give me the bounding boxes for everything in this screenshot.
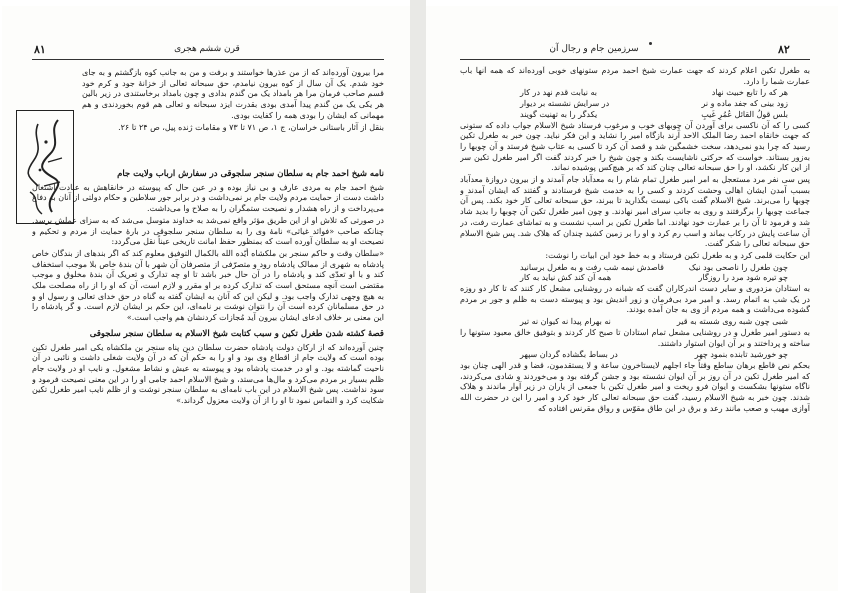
left-intro-paragraph: مرا بیرون آورده‌اند که از من عذرها خواستند و برفت و من به جانب کوه بازگشتم و به جای خود شدم. یک آن سال از کوه بیرون نیامدم، حق سبحانه تعالی از خزانهٔ جود و کرم خود قسم صاحب فرمان مرا هر بامداد یک من گندم بدادی و چون بامداد برخاستندی در زیر بالین هر یکی یک من گندم پیدا آمدی بودی بقدرت ایزد سبحانه و تعالی هم قوم بخوردندی و هم مهمانی که ایشان را بودی همه را کفایت بودی. xyxy=(82,68,384,120)
verse-line xyxy=(460,273,810,284)
verse-line xyxy=(460,317,810,328)
verse-hemistich: نه بهرام پیدا نه کیوان نه تیر xyxy=(520,317,611,327)
verse-hemistich: زود بینی که جفد ماده و نر xyxy=(701,99,788,109)
verse-hemistich: چو خورشید تابنده بنمود چهر xyxy=(694,350,788,360)
verse-line xyxy=(460,350,810,361)
verse-hemistich: چو تیره شود مرد را روزگار xyxy=(698,273,788,283)
left-page xyxy=(2,6,410,591)
verse-hemistich: هر که را تابع خبیث نهاد xyxy=(711,88,788,98)
verse-line xyxy=(460,263,810,274)
left-paragraph-4: چنین آورده‌اند که از ارکان دولت پادشاه حضرت سلطان دین پناه سنجر بن ملکشاه یکی امیر طغرل تکین بوده است که ولایت جام از اقطاع وی بود و او را به حکم آن که در آن ولایت شغلی داشت و نائبی در آن ناحیت گماشته بود. و او در خدمت پادشاه بود و پیوسته به عیش و نشاط مشغول. و نایب او در ولایت جام ظلم بسیار بر مردم می‌کرد و مال‌ها می‌ستد، و شیخ الاسلام احمد جامی او را در این معنی نصیحت فرمود و سود نداشت. پس شیخ الاسلام در این باب نامه‌ای به سلطان سنجر نوشت و از ظلم نایب امیر طغرل تکین شکایت کرد و التماس نمود تا او را از آن ولایت معزول گرداند.» xyxy=(32,342,384,406)
ink-dot xyxy=(649,42,652,45)
verse-hemistich: همه آن کند کش نیاید به کار xyxy=(520,273,612,283)
right-paragraph-4: به استادان مزدوری و سایر دست اندرکاران گفت که شبانه در روشنایی مشعل کار کنند که تا کار دو روزه در یک شب به اتمام رسد. و امیر مرد بی‌فرمان و زور اندیش بود و پیوسته دست به ظلم و جور بر مردم گشوده می‌داشت و همه مردم از وی به جان آمده بودند. xyxy=(460,284,810,315)
verse-hemistich: چون طغرل را ناصحی بود نیک xyxy=(688,262,788,272)
verse-line xyxy=(460,88,810,99)
verse-line xyxy=(460,99,810,110)
left-heading-story: قصهٔ کشته شدن طغرل تکین و سبب کتابت شیخ الاسلام به سلطان سنجر سلجوقی xyxy=(89,328,384,339)
verse-hemistich: بلس قولُ القائل عُمُرِ غَیبِ xyxy=(701,109,788,119)
right-header-rule xyxy=(460,59,810,60)
left-paragraph-3: «سلطان وقت و حاکم سنجر بن ملکشاه أیّده الله بالکمال التوفیق معلوم کند که اگر بندهای از بندگان خاص پادشاه به شهری از ممالک پادشاه رود و متصرّفی از متصرفان آن شهر با آن بندهٔ خاص بلا موجب استخفاف کند و با او تعدّی کند و پادشاه را در آن حال خبر باشد تا او چه تدارک و تعریک آن بندهٔ مخلوق و موجب مقتضی است آنچه مستحق است که تدارک کرده بر او مقرر و لازم است، آن که او را از راه مصلحت ملک به هیچ وجهی تدارک واجب بود. و لیکن این که آنان به ایشان گفته به گناه در حق خدای تعالی و رسول او و در حق مسلمانان کرده است آن را نتوان نوشت بر نامه‌ای، این حکم بر ایشان لازم است. و گر پادشاه را این معنی بر خلاف ادعای ایشان بیرون آید مُجازات کردنشان هم واجب است.» xyxy=(32,248,384,323)
verse-hemistich: به نیابت قدم نهد در کار xyxy=(520,88,598,98)
left-paragraph-2: در صورتی که تلاش او از این طریق مؤثر واقع نمی‌شد به خداوند متوسل می‌شد که به سزای عملش برسد. چنانکه صاحب «فوائد غیاثی» نامهٔ وی را به سلطان سنجر سلجوقی در بارهٔ حمایت از مردم و تحکیم و نصیحت او به سلطان آورده است که بمنظور حفظ امانت تاریخی عیناً نقل می‌گردد: xyxy=(32,215,384,247)
verse-hemistich: در سرایش نشسته بر دیوار xyxy=(520,99,610,109)
book-gutter xyxy=(410,0,426,593)
left-heading-letter: نامه شیخ احمد جام به سلطان سنجر سلجوقی در سفارش ارباب ولایت جام xyxy=(117,169,384,179)
right-paragraph-1: کسی را که آن ناکسی برای آوردن آن چوبهای خوب و مرغوب فرستاد شیخ الاسلام جواب داده که ستونی که جهت خانقاه احمد رضا الملک الاحد آرند بازگاه امیر را نشاید و این فکر نباید. چون خبر به طغرل تکین رسید که چرا بدو نمی‌دهد، سخت خشمگین شد و قصد آن کرد تا کسی به عتاب شیخ فرستد و آن چوبها را به‌زور بستاند. خواست که حرکتی ناشایست بکند و چون شیخ را خبر کردند گفت اگر امیر طغرل تکین سر از این کار نکشد، او را حق سبحانه تعالی چنان کند که بر هیچ‌کس پوشیده نماند. xyxy=(460,120,810,173)
verse-hemistich: یکدگر را به تهنیت گویند xyxy=(520,109,598,119)
left-body-top xyxy=(82,68,384,134)
right-body xyxy=(460,66,810,588)
left-paragraph-1: شیخ احمد جام به مردی عارف و بی نیاز بوده و در عین حال که پیوسته در خانقاهش به عبادت اشتغال داشت دست از حمایت مردم ولایت جام بر نمی‌داشت و در برابر جور سلاطین و حکام دولتی از آنان به دفاع می‌پرداخت و از راه هشدار و نصیحت ستمگران را به صلاح وا می‌داشت. xyxy=(32,182,384,214)
right-page-header: سرزمین جام و رجال آن xyxy=(549,44,639,54)
right-paragraph-3: این حکایت قلمی کرد و به طغرل تکین فرستاد و به خط خود این ابیات را نوشت: xyxy=(545,250,810,260)
right-paragraph-5: به دستور امیر طغرل و در روشنایی مشعل تمام استادان تا صبح کار کردند و بتوفیق خالق معبود ستونها را ساخته و پرداختند و بر آن ایوان استوار داشتند. xyxy=(460,327,810,348)
right-paragraph-6: بحکم نص قاطع برهان ساطع وقتاً جاء اجلهم لایستاخرون ساعة و لا یستقدمون، قضا و قدر الهی چنان بود که امیر طغرل تکین در آن روز بر آن ایوان نشسته بود و جشن گرفته بود و می‌خوردند و شادی می‌کردند، ناگاه ستونها بشکست و ایوان فرو ریخت و امیر طغرل تکین با جمعی از یاران در زیر آوار ماندند و هلاک شدند. چون خبر به شیخ الاسلام رسید، گفت حق سبحانه تعالی کار خود کرد و امیر را این در حضرت الله آوازی مهیب و صعب مانند رعد و برق در این طاق مقوّس و رواق مقرنس افتاده که xyxy=(460,360,810,413)
left-body-main xyxy=(32,164,384,584)
left-intro-reference: بنقل از آثار باستانی خراسان، ج ۱، ص ۷۱ تا ۷۳ و مقامات ژنده پیل، ص ۲۴ تا ۲۶. xyxy=(118,122,384,132)
left-header-rule xyxy=(32,59,384,60)
right-paragraph-2: پس سی نفر مرد مستعجل به امر امیر طغرل تمام شام را به معدآباد جام آمدند و از بیرون دروازهٔ معدآباد بسبب آمدن ایشان اهالی وحشت کردند و کسی را به خدمت شیخ فرستادند و گفتند که ایشان آمدند و چوبها را می‌برند. شیخ الاسلام گفت باکی نیست بگذارید تا ببرند، حق سبحانه تعالی کار خود بکند. پس آن جماعت چوبها را برگرفتند و روی به جانب سرای امیر نهادند. و چون امیر طغرل تکین آن چوبها را بدید شاد شد و فرمود تا آن را بر عمارت خود نهادند. اما طغرل تکین بر اسب نشست و به تماشای عمارت رفت، در آن ساعت پایش در رکاب بماند و اسب رم کرد و او را بر زمین کشید چندان که هلاک شد. پس شیخ الاسلام حق سبحانه تعالی را شکر گفت. xyxy=(460,175,810,249)
verse-hemistich: در بساط بگشاده گردان سپهر xyxy=(520,350,618,360)
left-page-number: ۸۱ xyxy=(34,43,46,56)
right-page-number: ۸۲ xyxy=(778,43,790,56)
verse-line xyxy=(460,110,810,121)
right-page xyxy=(426,6,838,591)
right-intro-paragraph: به طغرل تکین اعلام کردند که جهت عمارت شیخ احمد مردم ستونهای خوبی آورده‌اند که همه آنها باب عمارت شما را دارد. xyxy=(460,66,810,86)
left-page-header: قرن ششم هجری xyxy=(174,44,240,54)
verse-hemistich: شبی چون شبه روی شسته به قیر xyxy=(676,317,788,327)
verse-hemistich: قاصدش نیمه شب رفت و به طغرل برسانید xyxy=(520,262,664,272)
